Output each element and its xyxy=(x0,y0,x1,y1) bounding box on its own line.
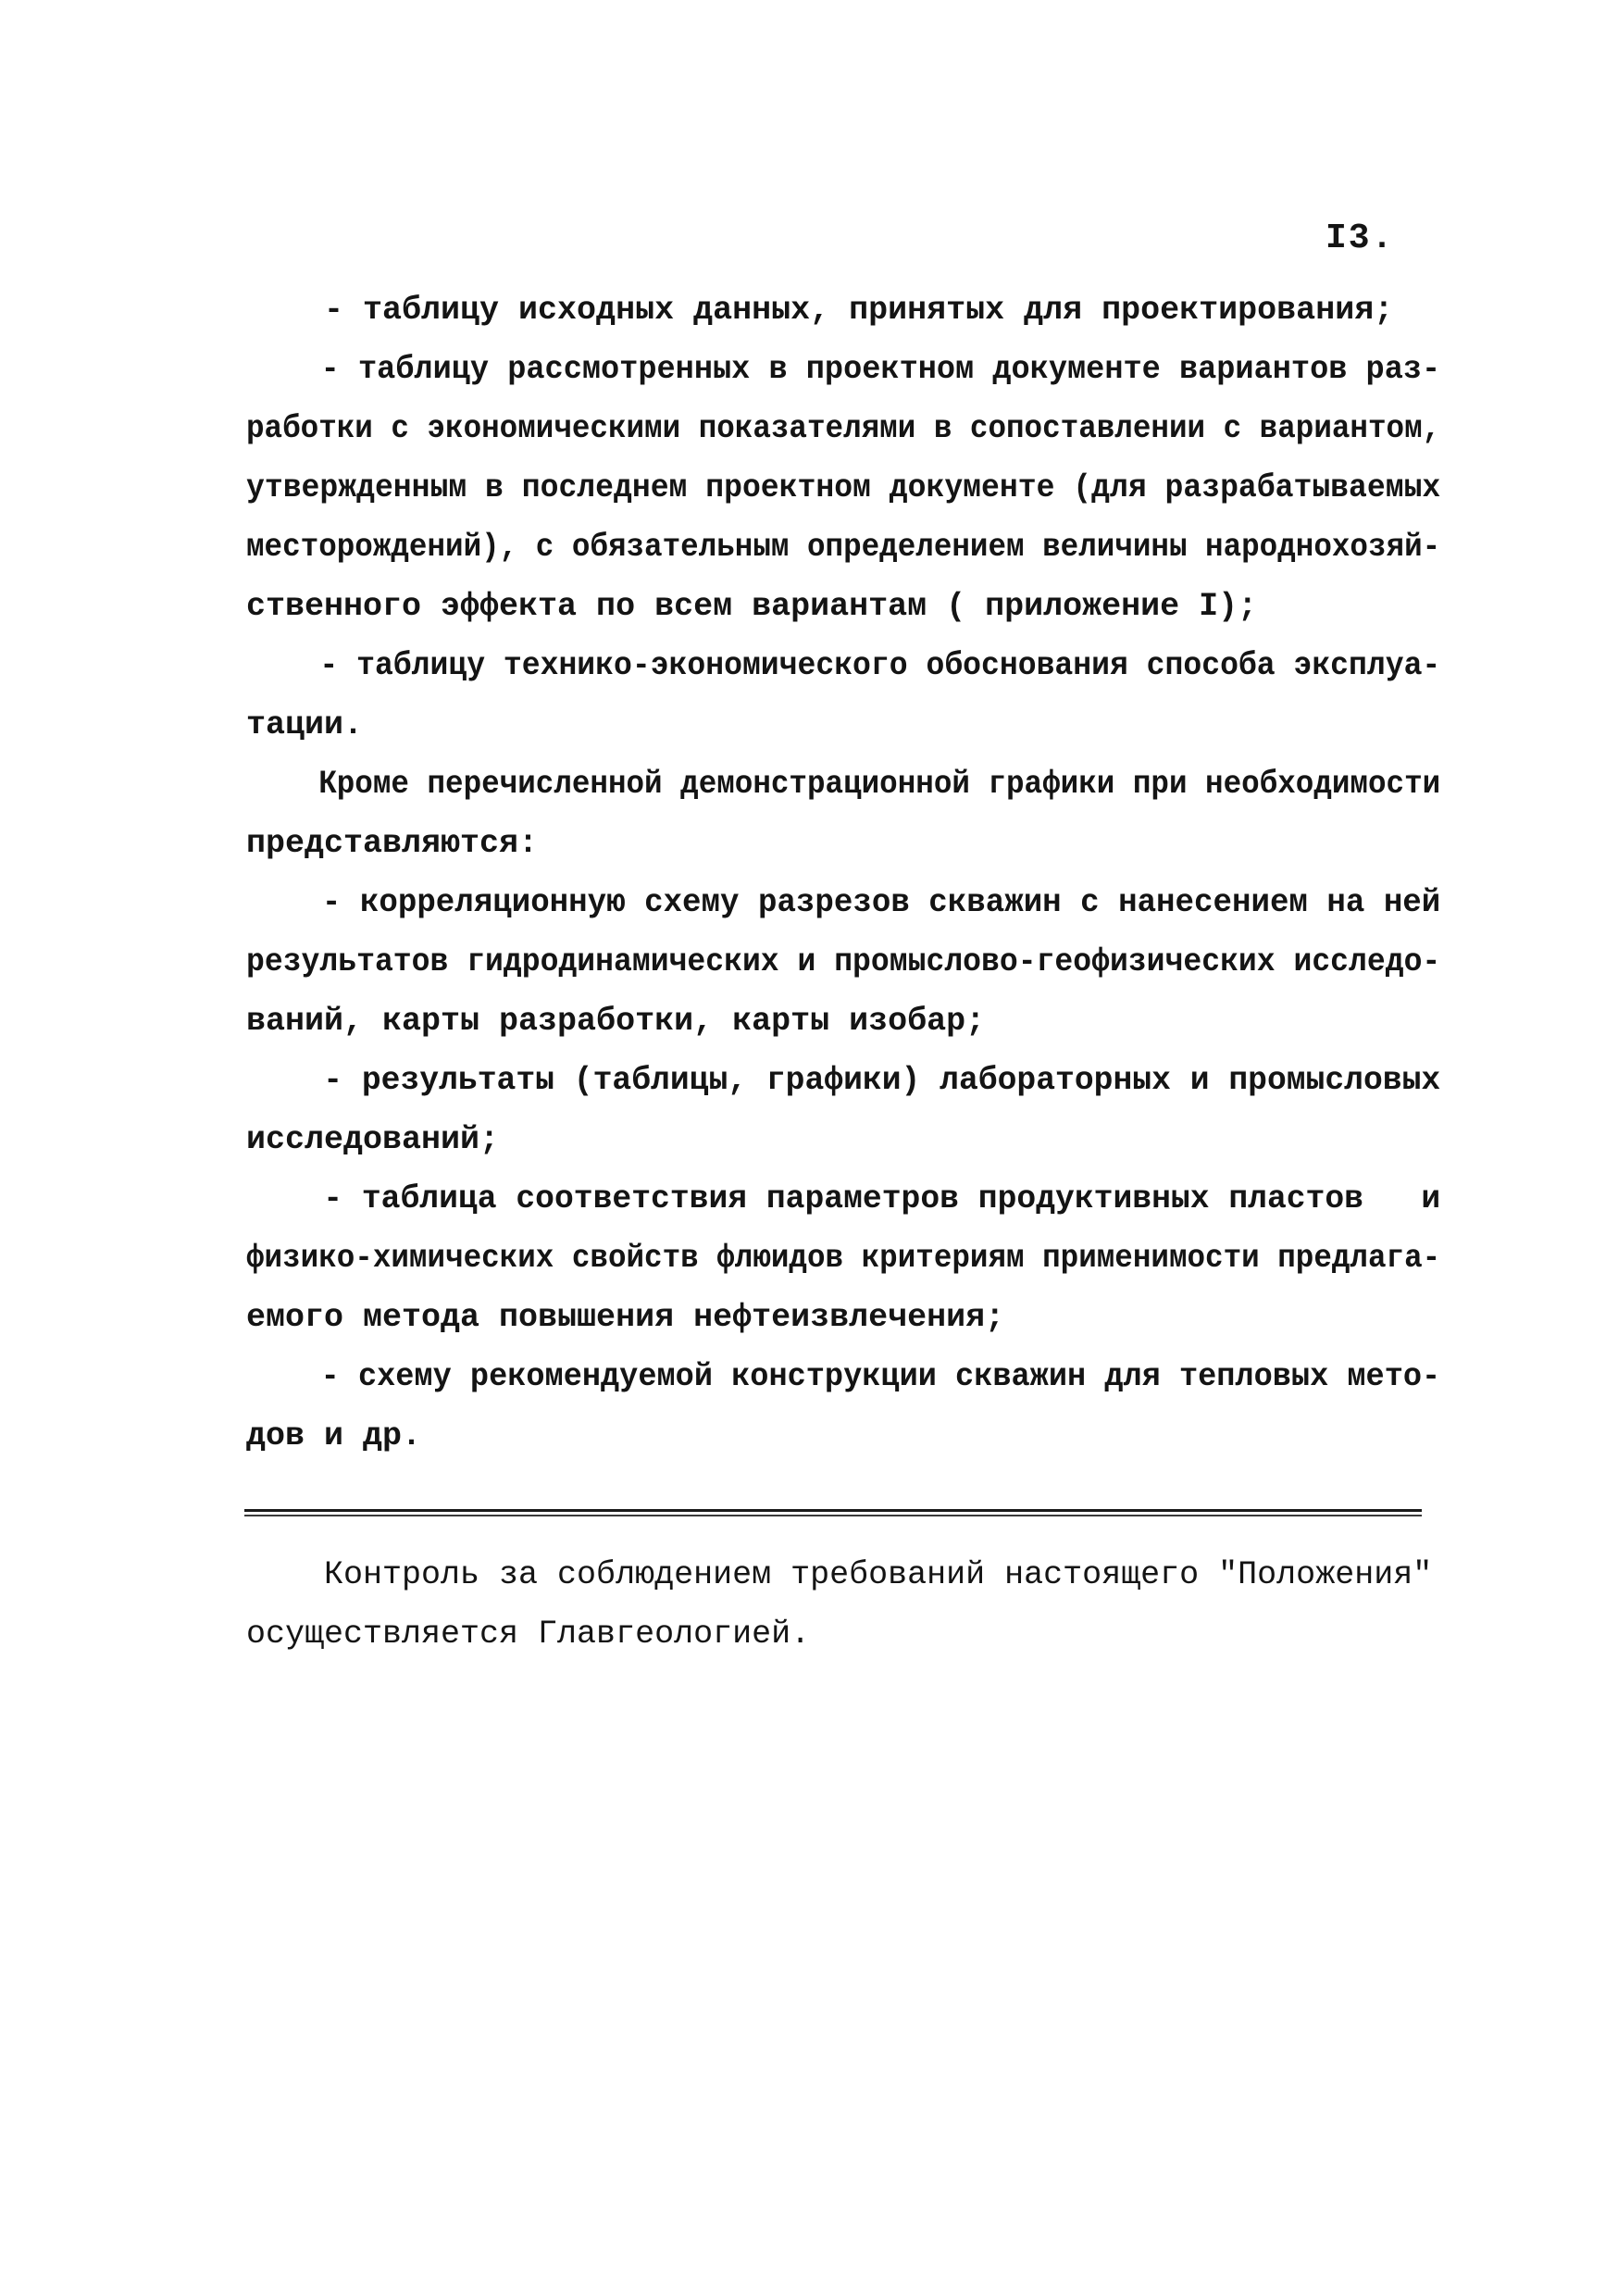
text-line: работки с экономическими показателями в сопоставлении с вариантом, xyxy=(246,410,1441,447)
text-line: месторождений), с обязательным определением величины народнохозяй- xyxy=(246,529,1441,566)
page-number: I3. xyxy=(1326,218,1395,258)
text-line: ственного эффекта по всем вариантам ( приложение I); xyxy=(246,588,1258,625)
text-line: - результаты (таблицы, графики) лабораторных и промысловых xyxy=(246,1062,1441,1099)
text-line: исследований; xyxy=(246,1121,500,1158)
text-line: тации. xyxy=(246,706,364,743)
text-line: емого метода повышения нефтеизвлечения; xyxy=(246,1299,1005,1336)
separator-rule xyxy=(244,1509,1422,1516)
text-line: результатов гидродинамических и промыслово-геофизических исследо- xyxy=(246,943,1441,980)
text-line: ваний, карты разработки, карты изобар; xyxy=(246,1003,986,1040)
text-line: утвержденным в последнем проектном документе (для разрабатываемых xyxy=(246,469,1441,506)
text-line: - схему рекомендуемой конструкции скважин для тепловых мето- xyxy=(246,1358,1441,1395)
text-line: Контроль за соблюдением требований настоящего "Положения" xyxy=(246,1556,1433,1593)
text-line: - корреляционную схему разрезов скважин с нанесением на ней xyxy=(246,884,1441,921)
text-line: физико-химических свойств флюидов критериям применимости предлага- xyxy=(246,1240,1441,1277)
text-line: осуществляется Главгеологией. xyxy=(246,1616,811,1653)
text-line: - таблицу технико-экономического обоснования способа эксплуа- xyxy=(246,647,1441,684)
text-line: - таблицу исходных данных, принятых для проектирования; xyxy=(246,292,1394,329)
text-line: - таблица соответствия параметров продуктивных пластов и xyxy=(246,1180,1441,1217)
text-line: представляются: xyxy=(246,825,539,862)
text-line: дов и др. xyxy=(246,1417,422,1454)
text-line: - таблицу рассмотренных в проектном документе вариантов раз- xyxy=(246,351,1441,388)
text-line: Кроме перечисленной демонстрационной графики при необходимости xyxy=(246,766,1441,803)
